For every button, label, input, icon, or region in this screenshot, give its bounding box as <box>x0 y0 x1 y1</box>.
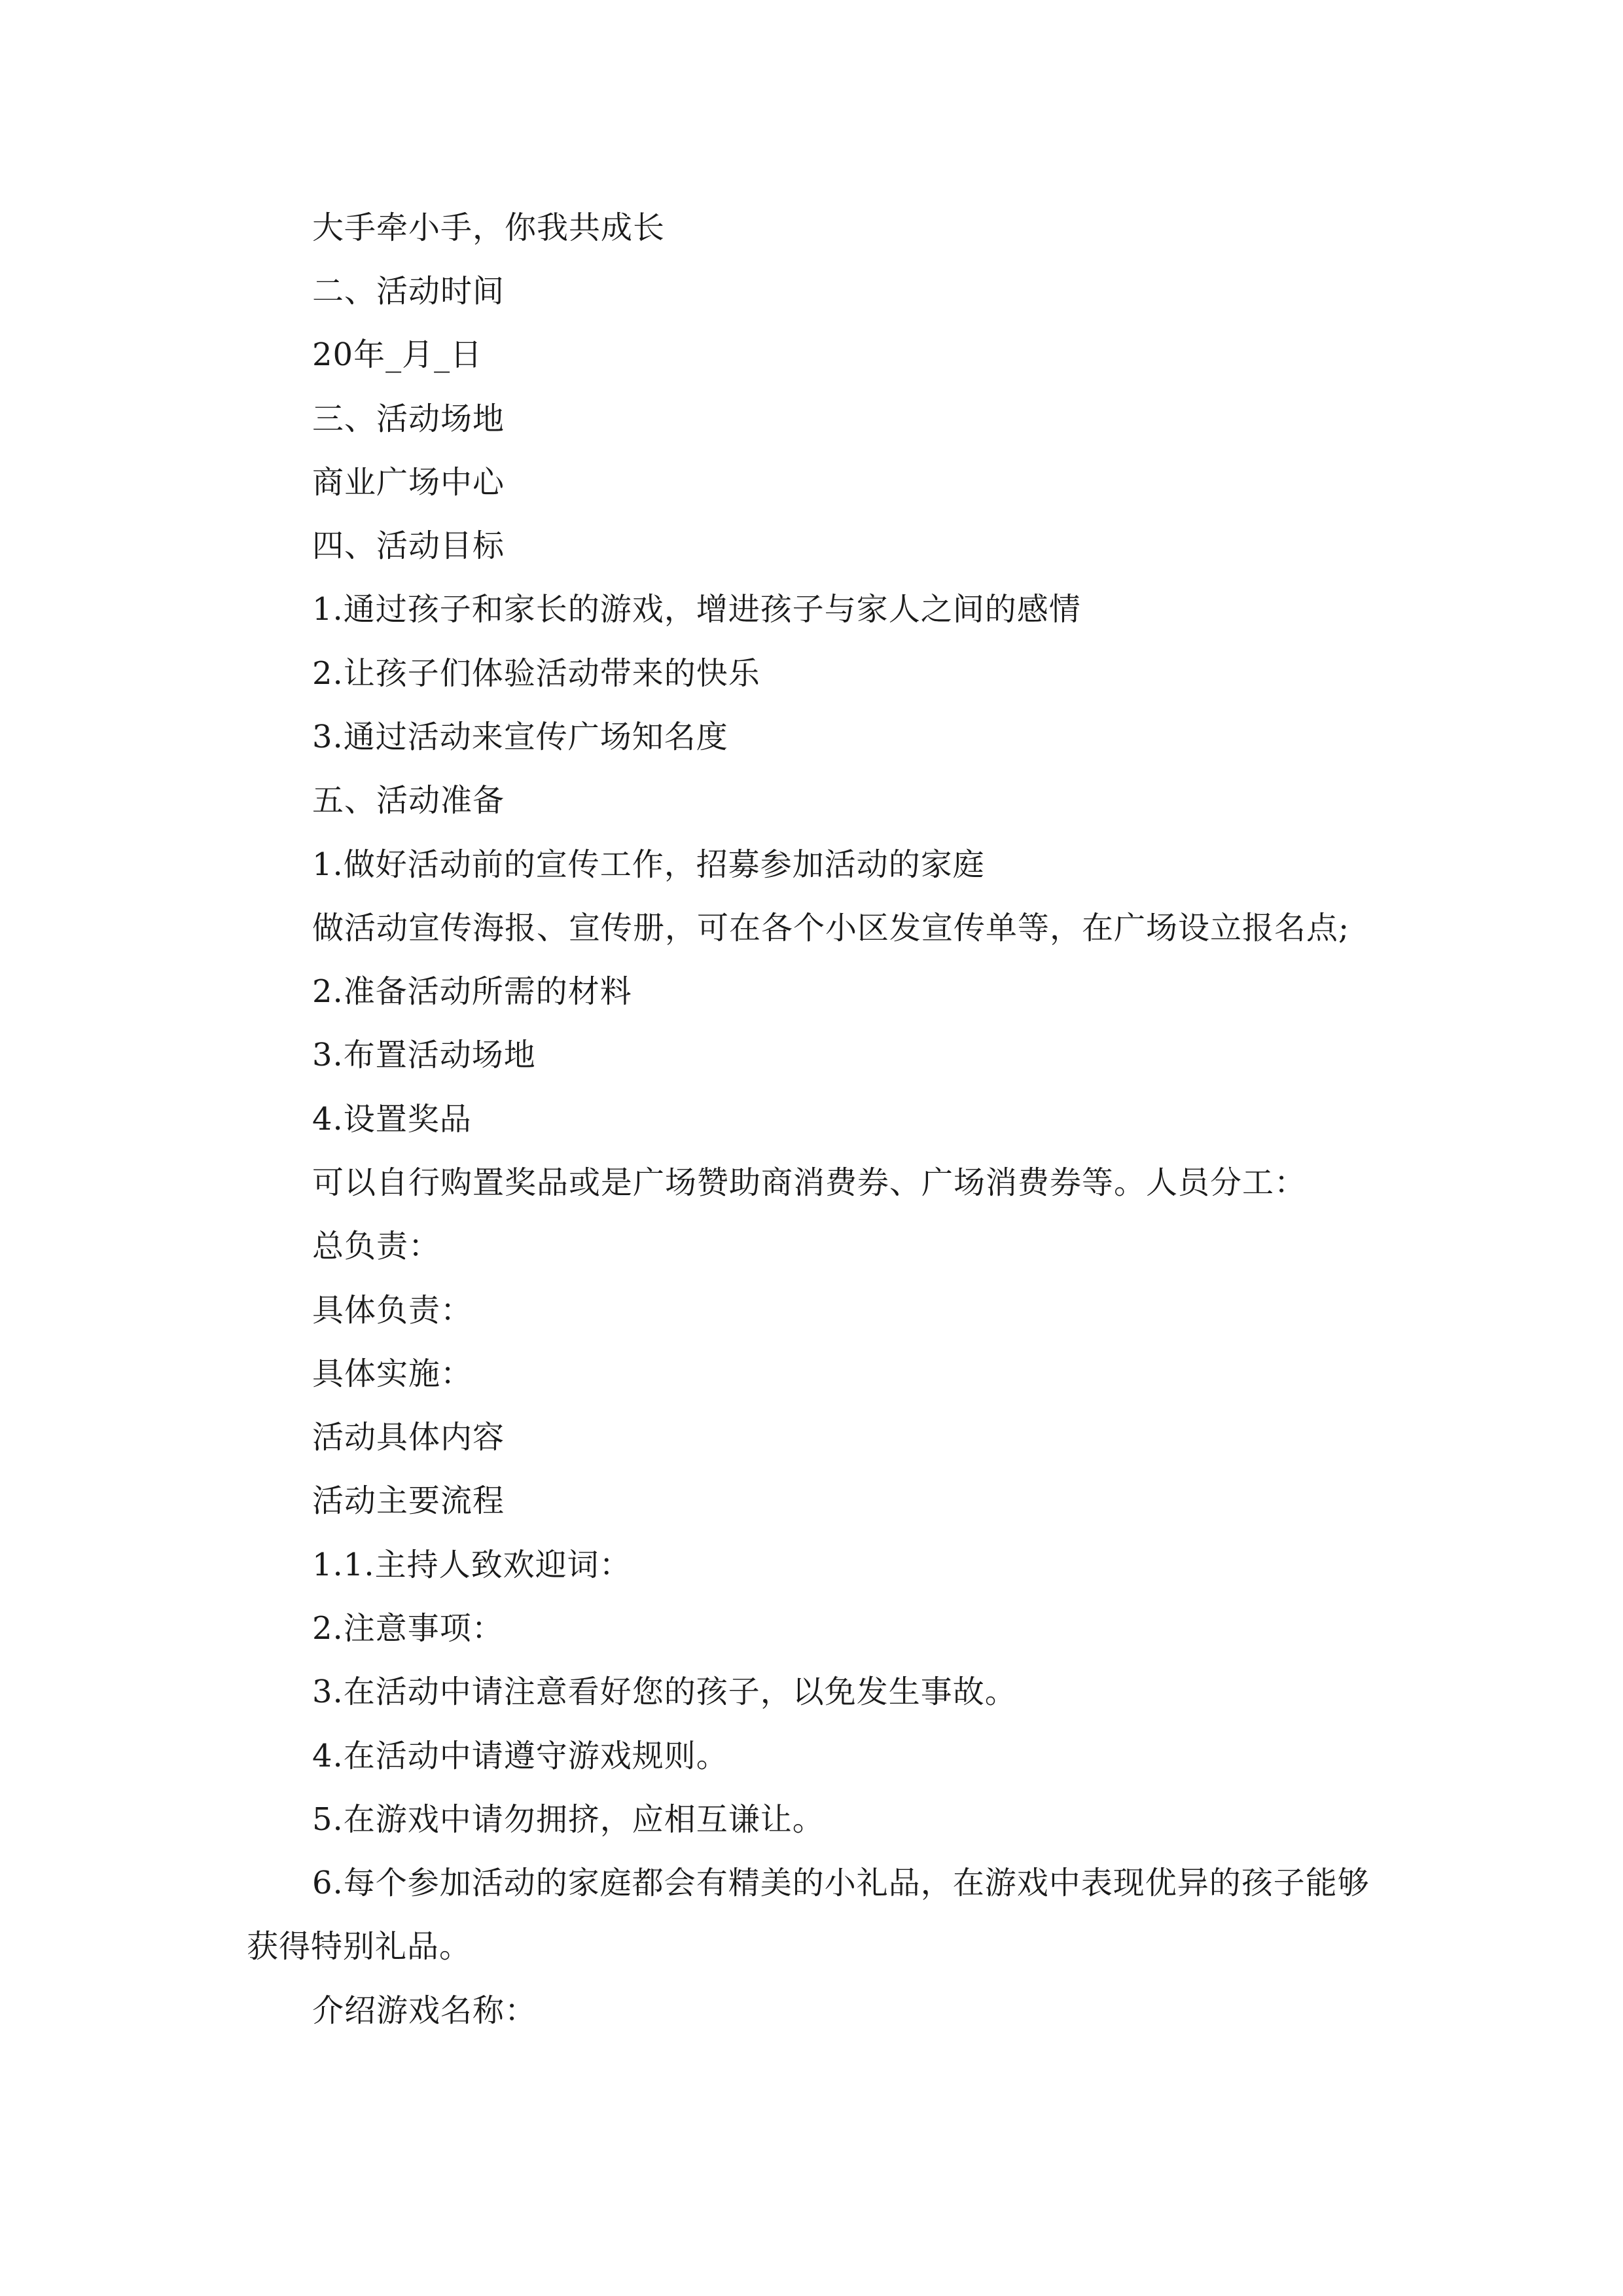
game-intro-line: 介绍游戏名称： <box>312 1992 537 2029</box>
activity-venue: 商业广场中心 <box>312 464 505 501</box>
process-item: 2.注意事项： <box>312 1610 504 1647</box>
preparation-item: 1.做好活动前的宣传工作，招募参加活动的家庭 <box>312 846 985 883</box>
preparation-detail: 做活动宣传海报、宣传册，可在各个小区发宣传单等，在广场设立报名点; <box>312 910 1350 946</box>
heading-activity-venue: 三、活动场地 <box>312 401 505 437</box>
prize-detail: 可以自行购置奖品或是广场赞助商消费券、广场消费券等。人员分工： <box>312 1164 1307 1201</box>
activity-date: 20年_月_日 <box>312 336 483 373</box>
process-item: 3.在活动中请注意看好您的孩子，以免发生事故。 <box>312 1674 1017 1710</box>
goal-item: 2.让孩子们体验活动带来的快乐 <box>312 655 760 692</box>
process-item: 1.1.主持人致欢迎词： <box>312 1547 632 1583</box>
staff-specific-lead: 具体负责： <box>312 1292 473 1329</box>
heading-activity-goals: 四、活动目标 <box>312 528 505 564</box>
goal-item: 3.通过活动来宣传广场知名度 <box>312 719 728 755</box>
activity-content-title: 活动具体内容 <box>312 1419 505 1456</box>
slogan-line: 大手牵小手，你我共成长 <box>312 209 666 246</box>
goal-item: 1.通过孩子和家长的游戏，增进孩子与家人之间的感情 <box>312 591 1081 628</box>
process-item-paragraph: 6.每个参加活动的家庭都会有精美的小礼品，在游戏中表现优异的孩子能够获得特别礼品。 <box>247 1865 1370 1965</box>
preparation-item: 4.设置奖品 <box>312 1101 472 1138</box>
activity-process-title: 活动主要流程 <box>312 1482 505 1519</box>
staff-general-lead: 总负责： <box>312 1228 441 1265</box>
preparation-item: 2.准备活动所需的材料 <box>312 973 632 1010</box>
process-item: 4.在活动中请遵守游戏规则。 <box>312 1738 728 1774</box>
process-item: 5.在游戏中请勿拥挤，应相互谦让。 <box>312 1801 825 1838</box>
preparation-item: 3.布置活动场地 <box>312 1037 536 1073</box>
heading-activity-preparation: 五、活动准备 <box>312 782 505 819</box>
staff-implementation: 具体实施： <box>312 1355 473 1392</box>
heading-activity-time: 二、活动时间 <box>312 273 505 310</box>
